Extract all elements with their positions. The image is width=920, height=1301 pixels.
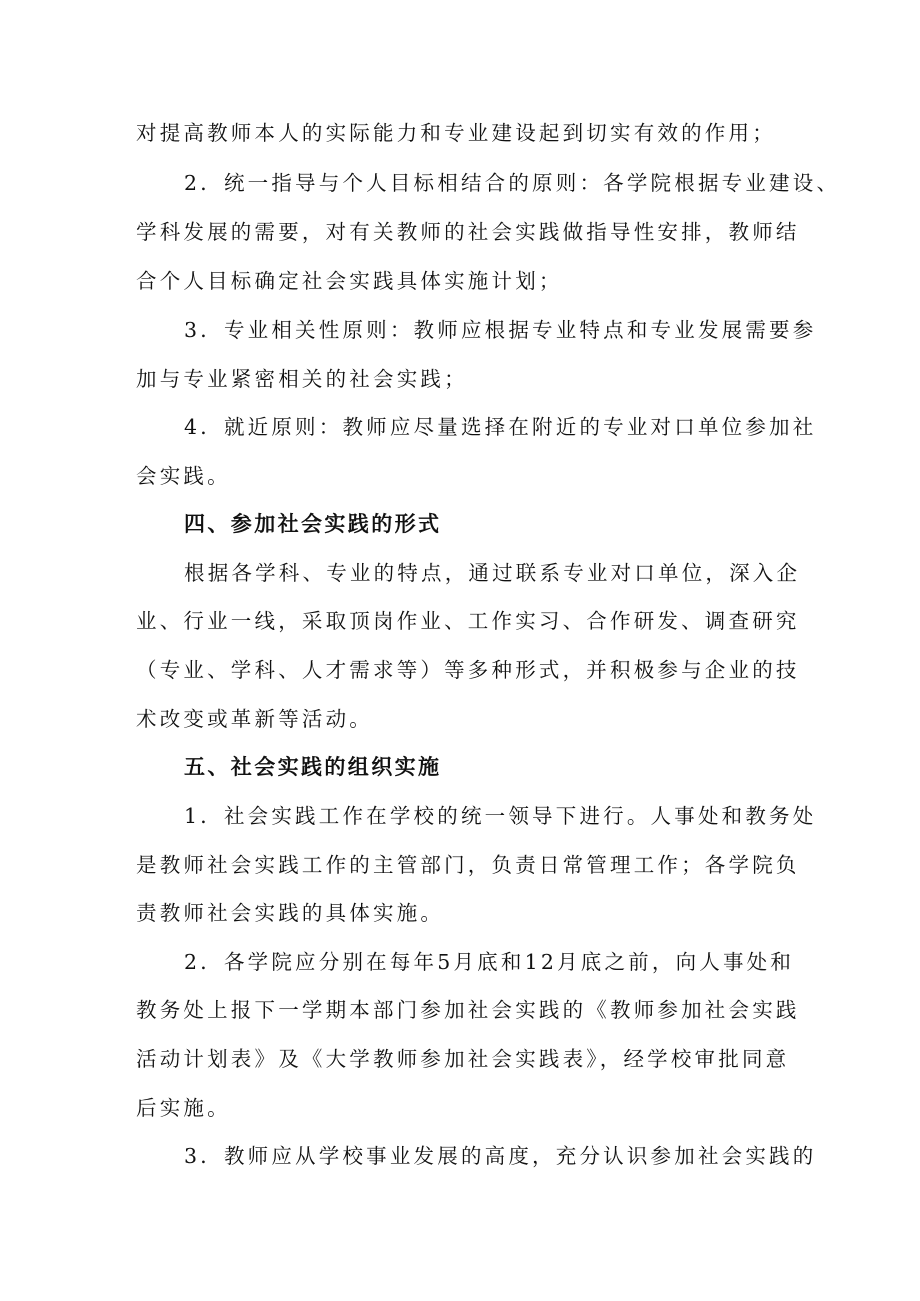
paragraph-line: 术改变或革新等活动。 <box>136 707 373 731</box>
paragraph-line: 3．教师应从学校事业发展的高度，充分认识参加社会实践的 <box>184 1144 817 1168</box>
paragraph-line: 1．社会实践工作在学校的统一领导下进行。人事处和教务处 <box>184 804 817 828</box>
section-heading: 四、参加社会实践的形式 <box>184 512 442 536</box>
paragraph-line: 4．就近原则：教师应尽量选择在附近的专业对口单位参加社 <box>184 415 817 439</box>
paragraph-line: 业、行业一线，采取顶岗作业、工作实习、合作研发、调查研究 <box>136 609 800 633</box>
paragraph-line: 活动计划表》及《大学教师参加社会实践表》，经学校审批同意 <box>136 1047 790 1071</box>
section-heading: 五、社会实践的组织实施 <box>184 755 442 779</box>
paragraph-line: 对提高教师本人的实际能力和专业建设起到切实有效的作用； <box>136 121 776 145</box>
paragraph-line: 3．专业相关性原则：教师应根据专业特点和专业发展需要参 <box>184 318 817 342</box>
paragraph-line: 会实践。 <box>136 464 231 488</box>
paragraph-line: （专业、学科、人才需求等）等多种形式，并积极参与企业的技 <box>136 658 800 682</box>
paragraph-line: 后实施。 <box>136 1096 231 1120</box>
paragraph-line: 加与专业紧密相关的社会实践； <box>136 367 468 391</box>
paragraph-line: 2．各学院应分别在每年5月底和12月底之前，向人事处和 <box>184 950 795 974</box>
paragraph-line: 2．统一指导与个人目标相结合的原则：各学院根据专业建设、 <box>184 171 841 195</box>
paragraph-line: 根据各学科、专业的特点，通过联系专业对口单位，深入企 <box>184 561 801 585</box>
paragraph-line: 责教师社会实践的具体实施。 <box>136 901 445 925</box>
paragraph-line: 学科发展的需要，对有关教师的社会实践做指导性安排，教师结 <box>136 220 800 244</box>
paragraph-line: 教务处上报下一学期本部门参加社会实践的《教师参加社会实践 <box>136 998 800 1022</box>
paragraph-line: 是教师社会实践工作的主管部门，负责日常管理工作；各学院负 <box>136 853 800 877</box>
paragraph-line: 合个人目标确定社会实践具体实施计划； <box>136 269 563 293</box>
